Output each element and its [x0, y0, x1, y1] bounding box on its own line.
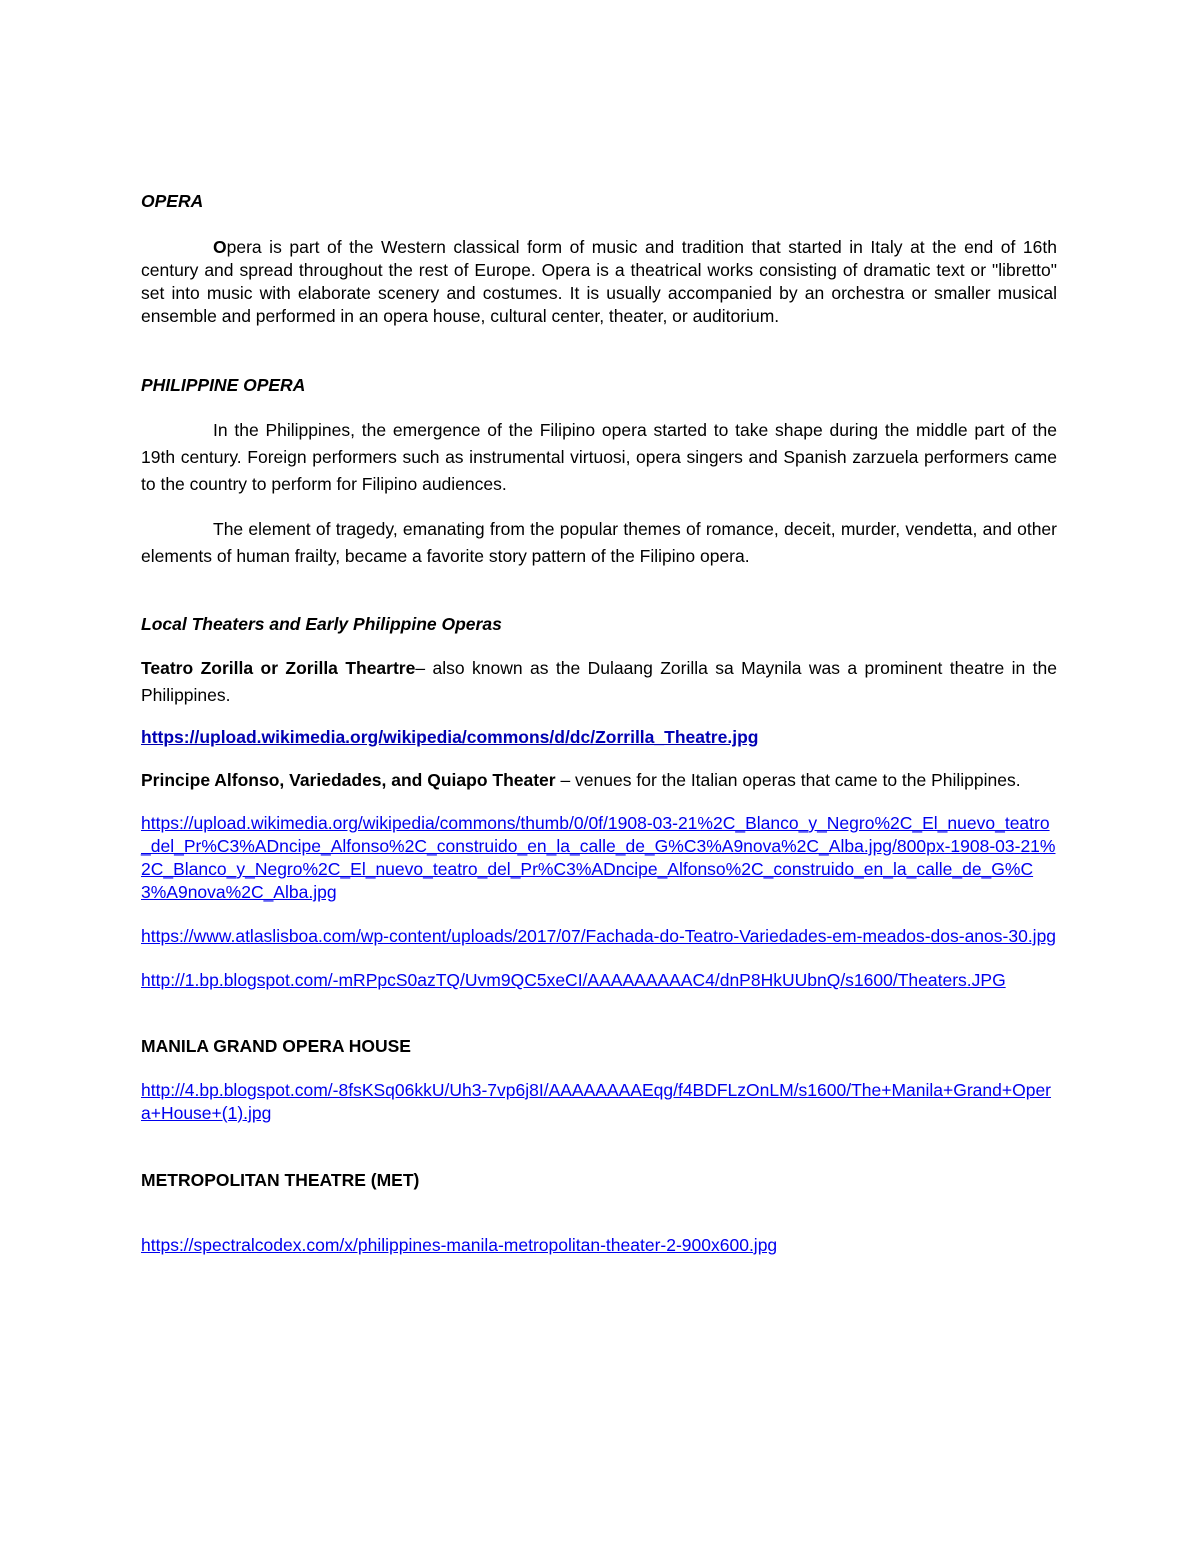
zorilla-description: – also known as the Dulaang Zorilla sa Maynila was a prominent theatre in the Philippines. [141, 658, 1057, 705]
drop-letter: O [213, 237, 227, 257]
philippine-opera-paragraph-2: The element of tragedy, emanating from the popular themes of romance, deceit, murder, vendetta, and other elements of human frailty, became a favorite story pattern of the Filipino opera. [141, 519, 1057, 566]
section-heading-opera: OPERA [141, 191, 204, 211]
venues-description: – venues for the Italian operas that came to the Philippines. [555, 770, 1021, 790]
theaters-link[interactable]: http://1.bp.blogspot.com/-mRPpcS0azTQ/Uvm9QC5xeCI/AAAAAAAAAC4/dnP8HkUUbnQ/s1600/Theaters.JPG [141, 970, 1006, 990]
section-heading-manila-grand-opera-house: MANILA GRAND OPERA HOUSE [141, 1036, 411, 1056]
principe-alfonso-link[interactable]: https://upload.wikimedia.org/wikipedia/commons/thumb/0/0f/1908-03-21%2C_Blanco_y_Negro%2C_El_nuevo_teatro_del_Pr%C3%ADncipe_Alfonso%2C_construido_en_la_calle_de_G%C3%A9nova%2C_Alba.jpg/800px-1908-03-21%2C_Blanco_y_Negro%2C_El_nuevo_teatro_del_Pr%C3%ADncipe_Alfonso%2C_construido_en_la_calle_de_G%C3%A9nova%2C_Alba.jpg [141, 813, 1056, 902]
opera-paragraph-text: pera is part of the Western classical form of music and tradition that started in Italy at the end of 16th century and spread throughout the rest of Europe. Opera is a theatrical works consisting of dramatic text or "libretto" set into music with elaborate scenery and costumes. It is usually accompanied by an orchestra or smaller musical ensemble and performed in an opera house, cultural center, theater, or auditorium. [141, 237, 1057, 326]
venues-term: Principe Alfonso, Variedades, and Quiapo Theater [141, 770, 556, 790]
document-page [141, 190, 1057, 1257]
zorilla-paragraph [141, 655, 1057, 709]
section-heading-metropolitan-theatre: METROPOLITAN THEATRE (MET) [141, 1170, 420, 1190]
section-heading-local-theaters: Local Theaters and Early Philippine Operas [141, 614, 502, 634]
zorilla-term: Teatro Zorilla or Zorilla Theartre [141, 658, 416, 678]
manila-grand-opera-house-link[interactable]: http://4.bp.blogspot.com/-8fsKSq06kkU/Uh3-7vp6j8I/AAAAAAAAEqg/f4BDFLzOnLM/s1600/The+Manila+Grand+Opera+House+(1).jpg [141, 1080, 1052, 1123]
section-heading-philippine-opera: PHILIPPINE OPERA [141, 375, 306, 395]
zorilla-theatre-link[interactable]: https://upload.wikimedia.org/wikipedia/commons/d/dc/Zorrilla_Theatre.jpg [141, 727, 759, 747]
opera-paragraph [141, 236, 1057, 328]
variedades-link[interactable]: https://www.atlaslisboa.com/wp-content/uploads/2017/07/Fachada-do-Teatro-Variedades-em-meados-dos-anos-30.jpg [141, 926, 1057, 946]
venues-paragraph [141, 769, 1057, 792]
metropolitan-theatre-link[interactable]: https://spectralcodex.com/x/philippines-manila-metropolitan-theater-2-900x600.jpg [141, 1235, 778, 1255]
philippine-opera-paragraph-1: In the Philippines, the emergence of the Filipino opera started to take shape during the middle part of the 19th century. Foreign performers such as instrumental virtuosi, opera singers and Spanish zarzuela performers came to the country to perform for Filipino audiences. [141, 420, 1057, 494]
